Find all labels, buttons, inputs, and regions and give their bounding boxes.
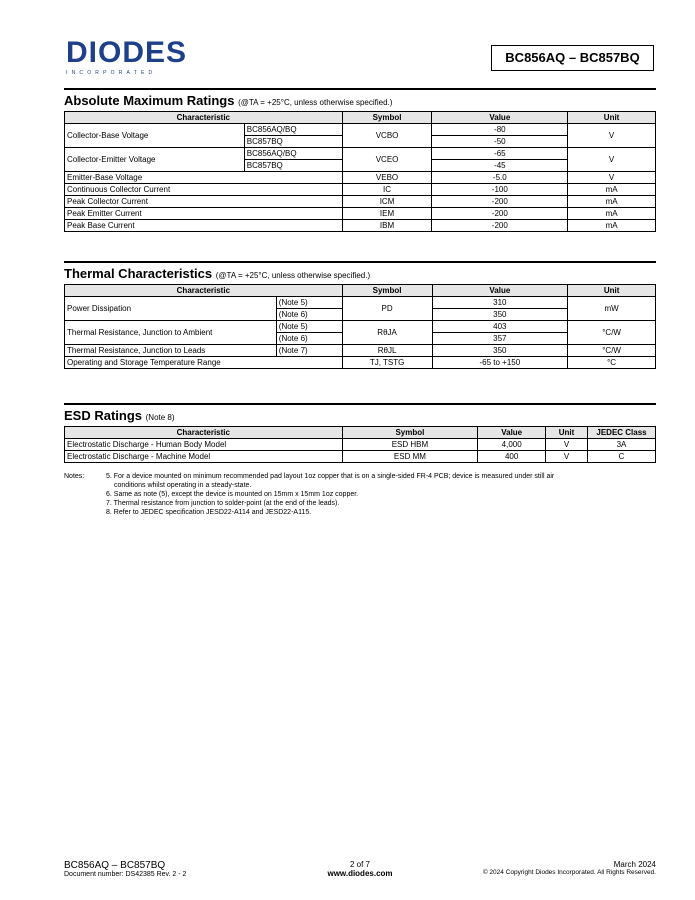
notes-label: Notes: xyxy=(64,473,85,480)
absolute-max-ratings-section xyxy=(64,88,656,232)
header-unit: Unit xyxy=(568,285,656,297)
row-note: (Note 5) xyxy=(276,321,342,333)
row-name: Power Dissipation xyxy=(65,297,277,321)
header-characteristic: Characteristic xyxy=(65,112,343,124)
header-jedec-class: JEDEC Class xyxy=(588,427,656,439)
row-value: -200 xyxy=(432,196,568,208)
row-name: Operating and Storage Temperature Range xyxy=(65,357,343,369)
row-symbol: ESD HBM xyxy=(342,439,478,451)
row-value: 310 xyxy=(432,297,568,309)
row-device: BC857BQ xyxy=(244,160,342,172)
header-characteristic: Characteristic xyxy=(65,285,343,297)
row-unit: mA xyxy=(568,196,656,208)
part-number-title: BC856AQ – BC857BQ xyxy=(491,45,654,71)
footer-page: 2 of 7 xyxy=(349,860,370,869)
section-note: (Note 8) xyxy=(145,413,175,422)
row-unit: mA xyxy=(568,184,656,196)
notes-list xyxy=(106,472,664,517)
row-unit: °C/W xyxy=(568,321,656,345)
row-symbol: VCEO xyxy=(342,148,432,172)
row-unit: mW xyxy=(568,297,656,321)
row-name: Thermal Resistance, Junction to Leads xyxy=(65,345,277,357)
row-value: 350 xyxy=(432,309,568,321)
section-title-text: Absolute Maximum Ratings xyxy=(64,93,235,108)
table-row xyxy=(65,208,656,220)
note-5: 5. For a device mounted on minimum recommended pad layout 1oz copper that is on a single-sided FR-4 PCB; device is measured under still air xyxy=(106,473,555,480)
footer-date: March 2024 xyxy=(613,860,656,869)
table-row xyxy=(65,357,656,369)
table-row xyxy=(65,297,656,309)
section-title-text: ESD Ratings xyxy=(64,408,143,423)
row-name: Emitter-Base Voltage xyxy=(65,172,343,184)
header-value: Value xyxy=(432,285,568,297)
footer-right xyxy=(483,860,656,876)
section-title xyxy=(64,88,656,111)
row-symbol: VCBO xyxy=(342,124,432,148)
table-row xyxy=(65,172,656,184)
logo-subtext: INCORPORATED xyxy=(66,70,157,76)
table-header-row xyxy=(65,285,656,297)
row-unit: V xyxy=(546,439,588,451)
table-row xyxy=(65,439,656,451)
table-row xyxy=(65,321,656,333)
row-symbol: RθJL xyxy=(342,345,432,357)
table-row xyxy=(65,184,656,196)
section-title-text: Thermal Characteristics xyxy=(64,266,213,281)
header-symbol: Symbol xyxy=(342,427,478,439)
row-name: Continuous Collector Current xyxy=(65,184,343,196)
row-value: -5.0 xyxy=(432,172,568,184)
row-value: -45 xyxy=(432,160,568,172)
row-value: -80 xyxy=(432,124,568,136)
header-unit: Unit xyxy=(546,427,588,439)
row-value: 350 xyxy=(432,345,568,357)
footer-copyright: © 2024 Copyright Diodes Incorporated. All Rights Reserved. xyxy=(482,869,656,876)
esd-ratings-table xyxy=(64,426,656,463)
header-value: Value xyxy=(432,112,568,124)
header-unit: Unit xyxy=(568,112,656,124)
row-symbol: IEM xyxy=(342,208,432,220)
row-value: 4,000 xyxy=(478,439,546,451)
note-8: 8. Refer to JEDEC specification JESD22-A114 and JESD22-A115. xyxy=(106,509,312,516)
row-value: 357 xyxy=(432,333,568,345)
row-unit: mA xyxy=(568,220,656,232)
row-value: -50 xyxy=(432,136,568,148)
header-symbol: Symbol xyxy=(342,112,432,124)
table-row xyxy=(65,220,656,232)
table-header-row xyxy=(65,427,656,439)
row-name: Electrostatic Discharge - Machine Model xyxy=(65,451,343,463)
row-symbol: ESD MM xyxy=(342,451,478,463)
row-name: Peak Emitter Current xyxy=(65,208,343,220)
row-note: (Note 7) xyxy=(276,345,342,357)
row-symbol: VEBO xyxy=(342,172,432,184)
row-symbol: IC xyxy=(342,184,432,196)
row-symbol: RθJA xyxy=(342,321,432,345)
thermal-characteristics-table xyxy=(64,284,656,369)
row-symbol: IBM xyxy=(342,220,432,232)
row-unit: V xyxy=(568,124,656,148)
table-row xyxy=(65,124,656,136)
row-symbol: ICM xyxy=(342,196,432,208)
row-note: (Note 6) xyxy=(276,309,342,321)
row-value: 400 xyxy=(478,451,546,463)
table-row xyxy=(65,196,656,208)
header-value: Value xyxy=(478,427,546,439)
row-value: -100 xyxy=(432,184,568,196)
row-unit: V xyxy=(568,172,656,184)
table-row xyxy=(65,148,656,160)
footer-url[interactable]: www.diodes.com xyxy=(327,869,393,878)
row-value: -200 xyxy=(432,208,568,220)
row-name: Collector-Base Voltage xyxy=(65,124,245,148)
header-characteristic: Characteristic xyxy=(65,427,343,439)
table-header-row xyxy=(65,112,656,124)
row-unit: mA xyxy=(568,208,656,220)
row-unit: °C xyxy=(568,357,656,369)
row-name: Peak Collector Current xyxy=(65,196,343,208)
row-unit: V xyxy=(568,148,656,172)
section-title xyxy=(64,261,656,284)
section-title xyxy=(64,403,656,426)
row-note: (Note 6) xyxy=(276,333,342,345)
absolute-max-ratings-table xyxy=(64,111,656,232)
footer-part: BC856AQ – BC857BQ xyxy=(64,860,166,871)
row-name: Electrostatic Discharge - Human Body Model xyxy=(65,439,343,451)
row-note: (Note 5) xyxy=(276,297,342,309)
row-unit: °C/W xyxy=(568,345,656,357)
header-symbol: Symbol xyxy=(342,285,432,297)
note-5-continued: conditions whilst operating in a steady-state. xyxy=(114,482,252,489)
logo-wordmark: DIODES xyxy=(66,36,188,69)
section-condition: (@TA = +25°C, unless otherwise specified.) xyxy=(238,98,393,107)
notes-block xyxy=(64,472,664,517)
row-value: 403 xyxy=(432,321,568,333)
table-row xyxy=(65,451,656,463)
row-value: -200 xyxy=(432,220,568,232)
note-7: 7. Thermal resistance from junction to solder-point (at the end of the leads). xyxy=(106,500,340,507)
row-name: Collector-Emitter Voltage xyxy=(65,148,245,172)
table-row xyxy=(65,345,656,357)
row-device: BC856AQ/BQ xyxy=(244,124,342,136)
row-symbol: TJ, TSTG xyxy=(342,357,432,369)
row-device: BC857BQ xyxy=(244,136,342,148)
esd-ratings-section xyxy=(64,403,656,463)
section-condition: (@TA = +25°C, unless otherwise specified.) xyxy=(215,271,371,280)
diodes-logo xyxy=(66,36,188,76)
row-value: -65 xyxy=(432,148,568,160)
row-device: BC856AQ/BQ xyxy=(244,148,342,160)
thermal-characteristics-section xyxy=(64,261,656,369)
row-symbol: PD xyxy=(342,297,432,321)
row-unit: V xyxy=(546,451,588,463)
row-name: Thermal Resistance, Junction to Ambient xyxy=(65,321,277,345)
row-value: -65 to +150 xyxy=(432,357,568,369)
footer-docnum: Document number: DS42385 Rev. 2 - 2 xyxy=(64,871,187,878)
row-name: Peak Base Current xyxy=(65,220,343,232)
note-6: 6. Same as note (5), except the device is mounted on 15mm x 15mm 1oz copper. xyxy=(106,491,359,498)
row-class: 3A xyxy=(588,439,656,451)
row-class: C xyxy=(588,451,656,463)
